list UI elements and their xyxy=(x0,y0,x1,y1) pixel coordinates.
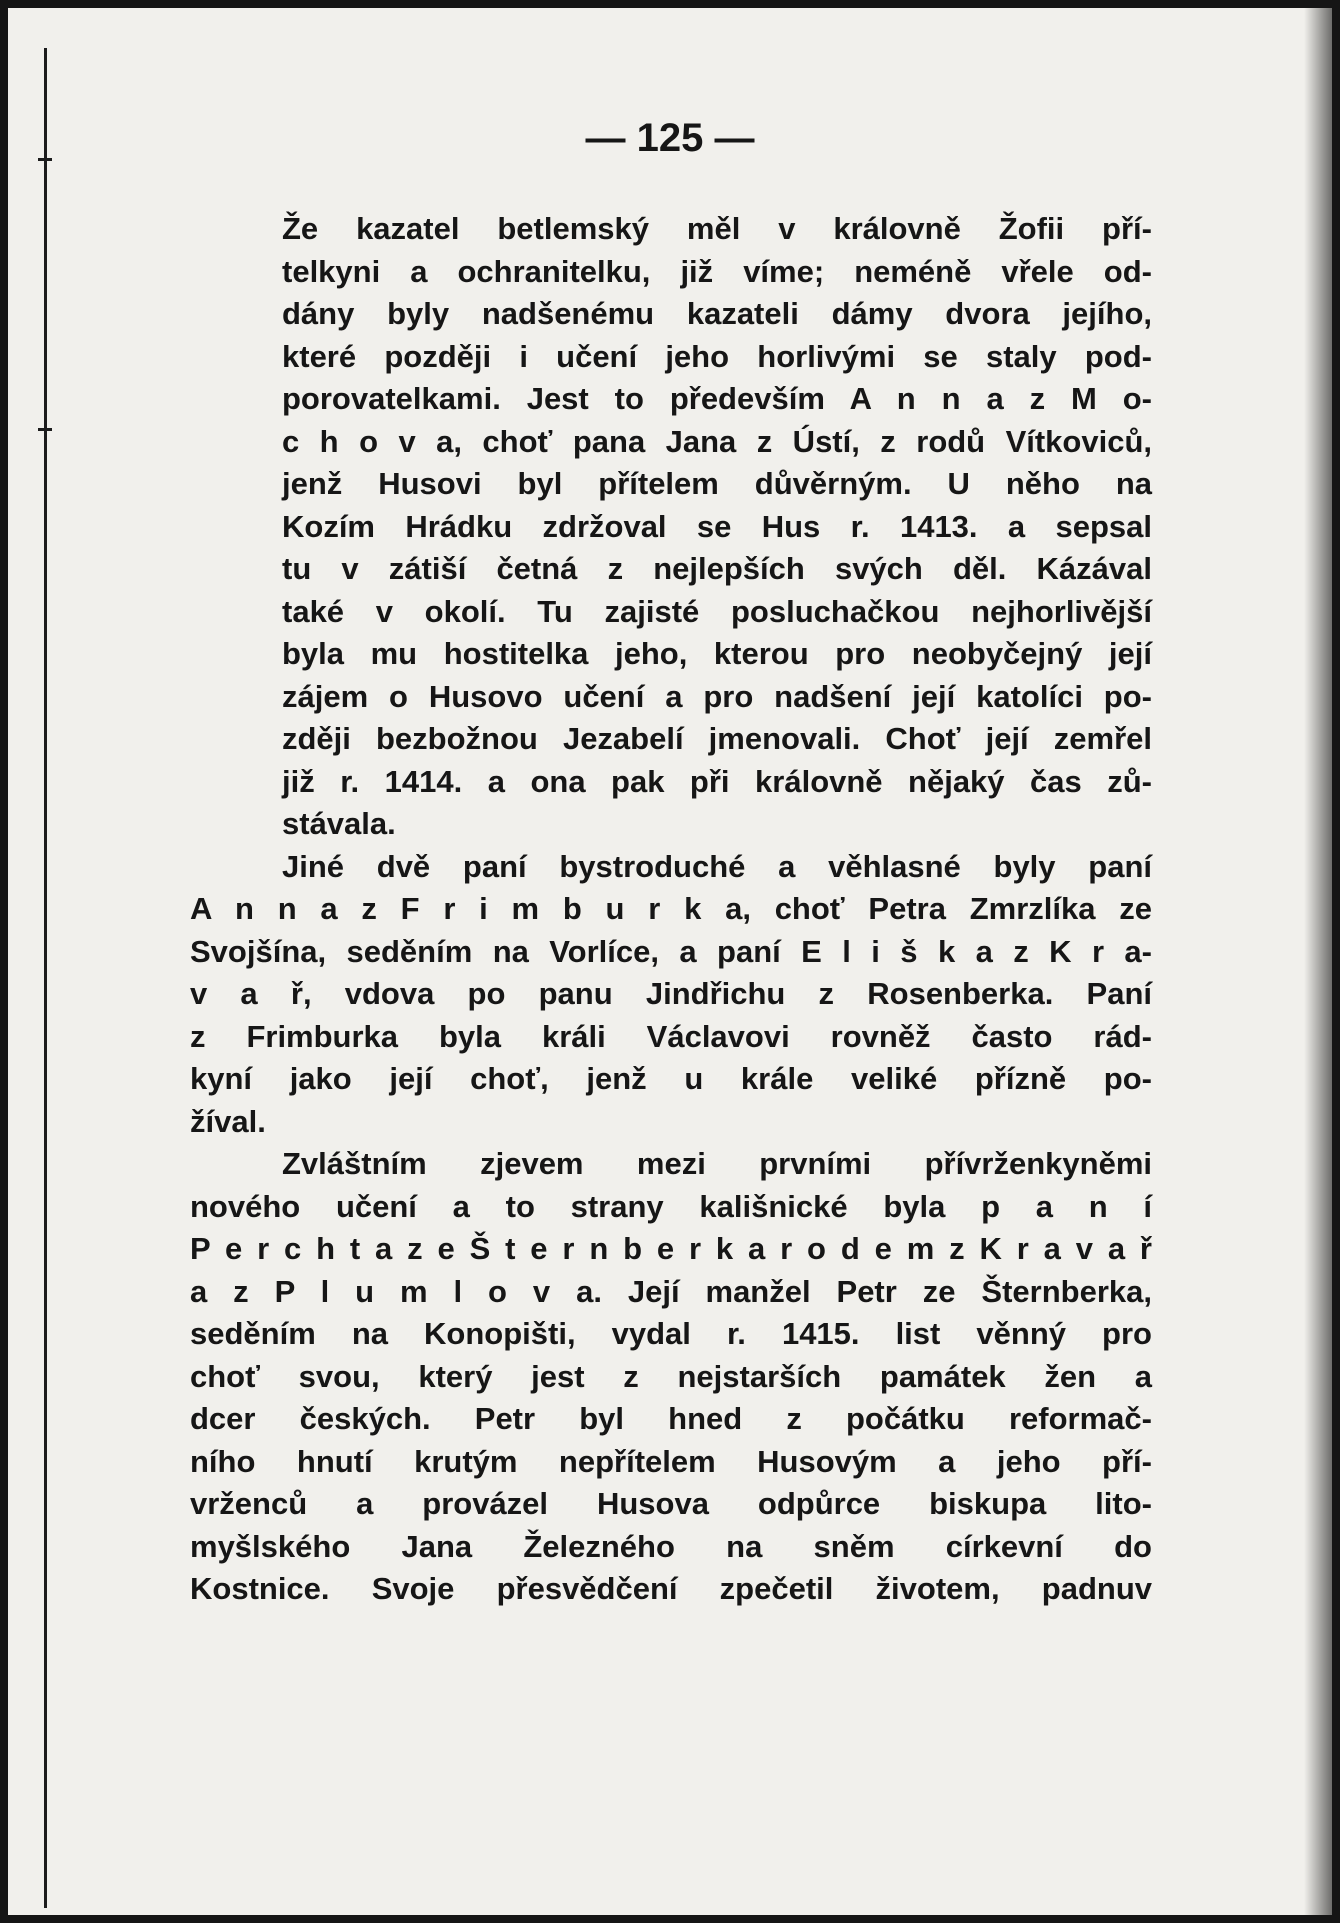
text-line: vrženců a provázel Husova odpůrce biskupa lito- xyxy=(190,1486,1152,1521)
text-line: ního hnutí krutým nepřítelem Husovým a jeho pří- xyxy=(190,1443,1152,1479)
paragraph-3 xyxy=(190,1143,1152,1611)
text-line: Že kazatel betlemský měl v královně Žofii pří- xyxy=(282,211,1152,246)
text-line: a z P l u m l o v a. Její manžel Petr ze Šternberka, xyxy=(190,1273,1152,1309)
text-line: žíval. xyxy=(190,1103,266,1139)
text-line: které později i učení jeho horlivými se staly pod- xyxy=(282,338,1152,374)
text-line: Kozím Hrádku zdržoval se Hus r. 1413. a sepsal xyxy=(282,508,1152,544)
text-line: A n n a z F r i m b u r k a, choť Petra Zmrzlíka ze xyxy=(190,891,1152,926)
text-line: v a ř, vdova po panu Jindřichu z Rosenberka. Paní xyxy=(190,976,1152,1011)
text-line: byla mu hostitelka jeho, kterou pro neobyčejný její xyxy=(282,636,1152,671)
body-text xyxy=(190,208,1152,1611)
paragraph-2 xyxy=(190,846,1152,1144)
page-number: — 125 — xyxy=(585,116,755,160)
text-line: zájem o Husovo učení a pro nadšení její katolíci po- xyxy=(282,678,1152,714)
text-line: dcer českých. Petr byl hned z počátku reformač- xyxy=(190,1401,1152,1436)
text-line: kyní jako její choť, jenž u krále veliké přízně po- xyxy=(190,1061,1152,1096)
text-line: Zvláštním zjevem mezi prvními přívrženkyněmi xyxy=(282,1146,1152,1181)
text-line: choť svou, který jest z nejstarších památek žen a xyxy=(190,1358,1152,1394)
text-line: z Frimburka byla králi Václavovi rovněž často rád- xyxy=(190,1018,1152,1054)
text-line: Jiné dvě paní bystroduché a věhlasné byly paní xyxy=(282,848,1152,884)
text-line: tu v zátiší četná z nejlepších svých děl. Kázával xyxy=(282,551,1152,586)
text-line: c h o v a, choť pana Jana z Ústí, z rodů Vítkoviců, xyxy=(282,423,1152,459)
text-line: porovatelkami. Jest to především A n n a z M o- xyxy=(282,381,1152,416)
text-line: P e r c h t a z e Š t e r n b e r k a r o d e m z K r a v a ř xyxy=(190,1231,1152,1266)
paragraph-1 xyxy=(190,208,1152,846)
text-line: seděním na Konopišti, vydal r. 1415. list věnný pro xyxy=(190,1316,1152,1351)
text-line: nového učení a to strany kališnické byla p a n í xyxy=(190,1188,1152,1224)
text-line: myšlského Jana Železného na sněm církevní do xyxy=(190,1528,1152,1564)
text-line: stávala. xyxy=(282,806,396,841)
binding-rule xyxy=(44,48,47,1908)
binding-notch xyxy=(38,428,52,431)
text-line: dány byly nadšenému kazateli dámy dvora jejího, xyxy=(282,296,1152,331)
text-line: již r. 1414. a ona pak při královně nějaký čas zů- xyxy=(282,763,1152,799)
text-line: zději bezbožnou Jezabelí jmenovali. Choť její zemřel xyxy=(282,721,1152,756)
text-line: telkyni a ochranitelku, již víme; neméně vřele od- xyxy=(282,253,1152,289)
text-line: jenž Husovi byl přítelem důvěrným. U něho na xyxy=(282,466,1152,501)
text-line: také v okolí. Tu zajisté posluchačkou nejhorlivější xyxy=(282,593,1152,629)
text-line: Svojšína, seděním na Vorlíce, a paní E l i š k a z K r a- xyxy=(190,933,1152,969)
page-edge-shadow xyxy=(1304,8,1332,1915)
text-line: Kostnice. Svoje přesvědčení zpečetil životem, padnuv xyxy=(190,1571,1152,1606)
